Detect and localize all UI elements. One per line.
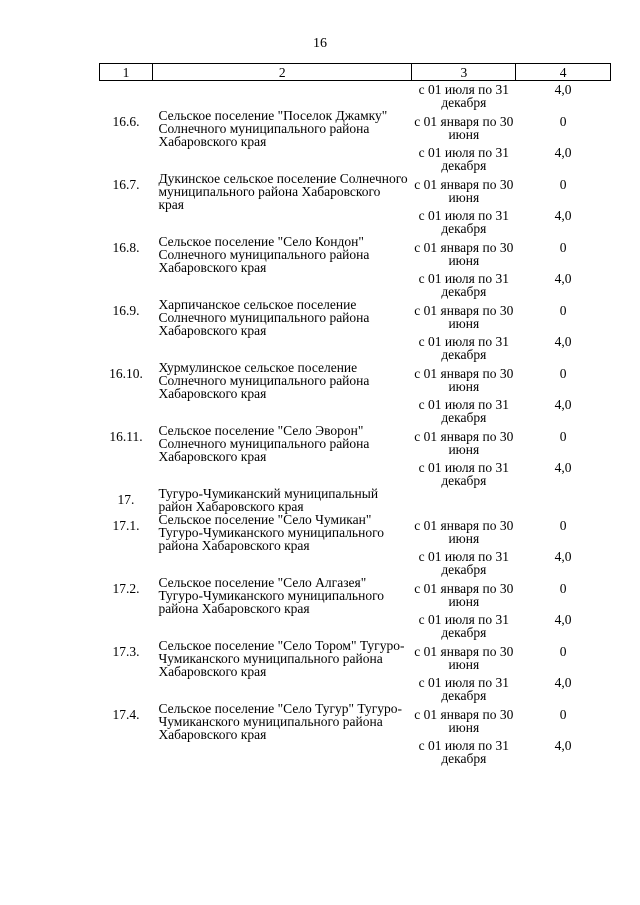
settlement-name: Сельское поселение "Поселок Джамку" Солнечного муниципального района Хабаровского края <box>158 108 388 149</box>
value-text: 0 <box>559 303 567 318</box>
row-number: 16.11. <box>109 429 143 444</box>
period-text: с 01 января по 30 июня <box>414 707 514 735</box>
value-text: 0 <box>559 240 567 255</box>
table-row <box>100 172 611 235</box>
table-body <box>100 81 611 766</box>
period-text: с 01 июля по 31 декабря <box>418 271 510 299</box>
value-text: 4,0 <box>554 397 572 412</box>
value-cell <box>516 361 611 424</box>
table-row <box>100 576 611 639</box>
period-cell <box>412 513 516 576</box>
table-row <box>100 235 611 298</box>
period-text: с 01 января по 30 июня <box>414 177 514 205</box>
value-text: 0 <box>559 707 567 722</box>
period-text: с 01 января по 30 июня <box>414 581 514 609</box>
page-number: 16 <box>313 36 327 51</box>
value-text: 4,0 <box>554 612 572 627</box>
period-text: с 01 января по 30 июня <box>414 366 514 394</box>
value-text: 4,0 <box>554 738 572 753</box>
settlement-name: Сельское поселение "Село Тугур" Тугуро-Чумиканского муниципального района Хабаровского края <box>158 701 403 742</box>
period-cell <box>412 109 516 172</box>
period-text: с 01 июля по 31 декабря <box>418 738 510 766</box>
value-cell <box>516 298 611 361</box>
value-text: 4,0 <box>554 460 572 475</box>
value-text: 4,0 <box>554 82 572 97</box>
value-text: 4,0 <box>554 675 572 690</box>
value-cell <box>516 424 611 487</box>
tariff-table <box>99 63 611 765</box>
period-text: с 01 января по 30 июня <box>414 518 514 546</box>
value-text: 0 <box>559 429 567 444</box>
settlement-name: Тугуро-Чумиканский муниципальный район Хабаровского края <box>158 486 379 514</box>
header-col-1: 1 <box>100 64 153 81</box>
settlement-name: Хурмулинское сельское поселение Солнечного муниципального района Хабаровского края <box>158 360 370 401</box>
value-cell <box>516 172 611 235</box>
header-col-3: 3 <box>412 64 516 81</box>
row-number: 17.4. <box>112 707 140 722</box>
settlement-name: Сельское поселение "Село Кондон" Солнечного муниципального района Хабаровского края <box>158 234 370 275</box>
table-row <box>100 513 611 576</box>
row-number: 17.1. <box>112 518 140 533</box>
header-col-4: 4 <box>516 64 611 81</box>
value-text: 0 <box>559 177 567 192</box>
row-number: 16.8. <box>112 240 140 255</box>
row-number: 16.10. <box>109 366 143 381</box>
period-text: с 01 января по 30 июня <box>414 429 514 457</box>
table-row <box>100 424 611 487</box>
table-header <box>100 64 611 81</box>
period-text: с 01 января по 30 июня <box>414 644 514 672</box>
value-cell <box>516 702 611 765</box>
period-cell <box>412 702 516 765</box>
period-text: с 01 июля по 31 декабря <box>418 460 510 488</box>
period-cell <box>412 172 516 235</box>
value-text: 0 <box>559 581 567 596</box>
period-text: с 01 июля по 31 декабря <box>418 612 510 640</box>
row-number <box>100 81 153 110</box>
period-cell <box>412 639 516 702</box>
row-number: 16.6. <box>112 114 140 129</box>
period-text: с 01 июля по 31 декабря <box>418 675 510 703</box>
value-text: 0 <box>559 114 567 129</box>
table-row <box>100 702 611 765</box>
value-cell <box>516 639 611 702</box>
settlement-name: Сельское поселение "Село Алгазея" Тугуро-Чумиканского муниципального района Хабаровского края <box>158 575 385 616</box>
value-cell <box>516 576 611 639</box>
table-row <box>100 487 611 513</box>
value-text: 4,0 <box>554 145 572 160</box>
period-text: с 01 января по 30 июня <box>414 114 514 142</box>
settlement-name: Сельское поселение "Село Тором" Тугуро-Чумиканского муниципального района Хабаровского края <box>158 638 405 679</box>
settlement-name <box>152 81 412 110</box>
row-number: 17.2. <box>112 581 140 596</box>
row-number: 17.3. <box>112 644 140 659</box>
table-row <box>100 298 611 361</box>
period-cell <box>412 81 516 110</box>
value-text: 4,0 <box>554 271 572 286</box>
period-text: с 01 июля по 31 декабря <box>418 397 510 425</box>
value-cell <box>516 487 611 513</box>
table-row <box>100 81 611 110</box>
period-text: с 01 июля по 31 декабря <box>418 549 510 577</box>
header-col-2: 2 <box>152 64 412 81</box>
value-cell <box>516 513 611 576</box>
period-cell <box>412 576 516 639</box>
row-number: 16.7. <box>112 177 140 192</box>
table-row <box>100 639 611 702</box>
period-cell <box>412 424 516 487</box>
settlement-name: Сельское поселение "Село Эворон" Солнечного муниципального района Хабаровского края <box>158 423 370 464</box>
period-cell <box>412 235 516 298</box>
value-text: 4,0 <box>554 208 572 223</box>
period-text: с 01 июля по 31 декабря <box>418 208 510 236</box>
value-cell <box>516 109 611 172</box>
value-text: 0 <box>559 366 567 381</box>
value-text: 4,0 <box>554 549 572 564</box>
table-row <box>100 361 611 424</box>
period-text: с 01 июля по 31 декабря <box>418 334 510 362</box>
settlement-name: Дукинское сельское поселение Солнечного муниципального района Хабаровского края <box>158 171 408 212</box>
period-cell <box>412 361 516 424</box>
period-cell <box>412 487 516 513</box>
settlement-name: Сельское поселение "Село Чумикан" Тугуро-Чумиканского муниципального района Хабаровского края <box>158 512 385 553</box>
value-cell <box>516 81 611 110</box>
value-text: 4,0 <box>554 334 572 349</box>
row-number: 17. <box>117 492 135 507</box>
period-text: с 01 января по 30 июня <box>414 303 514 331</box>
settlement-name: Харпичанское сельское поселение Солнечного муниципального района Хабаровского края <box>158 297 370 338</box>
period-text: с 01 июля по 31 декабря <box>418 82 510 110</box>
table-row <box>100 109 611 172</box>
value-text: 0 <box>559 518 567 533</box>
row-number: 16.9. <box>112 303 140 318</box>
period-text: с 01 января по 30 июня <box>414 240 514 268</box>
value-cell <box>516 235 611 298</box>
period-text: с 01 июля по 31 декабря <box>418 145 510 173</box>
value-text: 0 <box>559 644 567 659</box>
period-cell <box>412 298 516 361</box>
